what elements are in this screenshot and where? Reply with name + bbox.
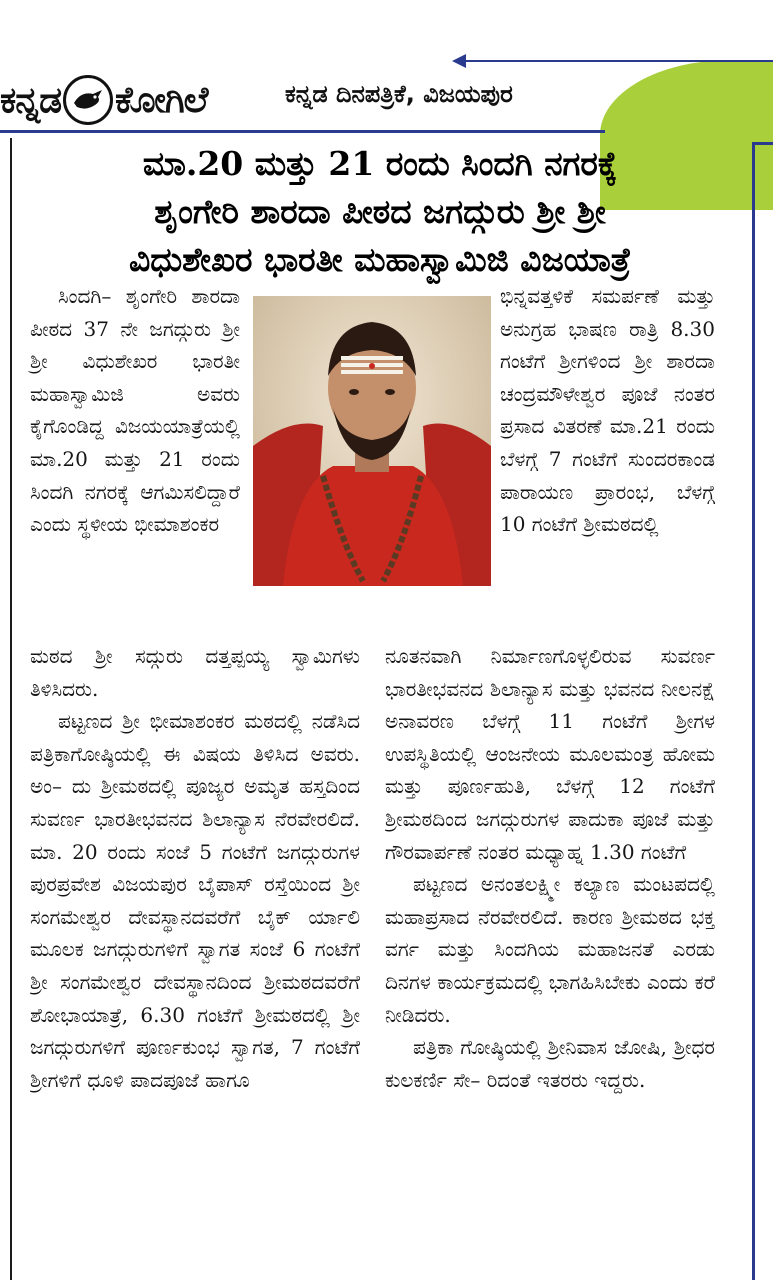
article-paragraph: ಪಟ್ಟಣದ ಶ್ರೀ ಭೀಮಾಶಂಕರ ಮಠದಲ್ಲಿ ನಡೆಸಿದ ಪತ್ರಿಕಾಗೋಷ್ಠಿಯಲ್ಲಿ ಈ ವಿಷಯ ತಿಳಿಸಿದ ಅವರು. ಅಂ– ದು ಶ್ರೀಮಠದಲ್ಲಿ ಪೂಜ್ಯರ ಅಮೃತ ಹಸ್ತದಿಂದ ಸುವರ್ಣ ಭಾರತೀಭವನದ ಶಿಲಾನ್ಯಾಸ ನೆರವೇರಲಿದೆ. ಮಾ. 20 ರಂದು ಸಂಜೆ 5 ಗಂಟೆಗೆ ಜಗದ್ಗುರುಗಳ ಪುರಪ್ರವೇಶ ವಿಜಯಪುರ ಬೈಪಾಸ್ ರಸ್ತೆಯಿಂದ ಶ್ರೀ ಸಂಗಮೇಶ್ವರ ದೇವಸ್ಥಾನದವರೆಗೆ ಬೈಕ್ ರ್ಯಾಲಿ ಮೂಲಕ ಜಗದ್ಗುರುಗಳಿಗೆ ಸ್ವಾಗತ ಸಂಜೆ 6 ಗಂಟೆಗೆ ಶ್ರೀ ಸಂಗಮೇಶ್ವರ ದೇವಸ್ಥಾನದಿಂದ ಶ್ರೀಮಠದವರೆಗೆ ಶೋಭಾಯಾತ್ರೆ, 6.30 ಗಂಟೆಗೆ ಶ್ರೀಮಠದಲ್ಲಿ ಶ್ರೀ ಜಗದ್ಗುರುಗಳಿಗೆ ಪೂರ್ಣಕುಂಭ ಸ್ವಾಗತ, 7 ಗಂಟೆಗೆ ಶ್ರೀಗಳಿಗೆ ಧೂಳಿ ಪಾದಪೂಜೆ ಹಾಗೂ bbox=[30, 709, 360, 1092]
article-column-right-narrow bbox=[500, 280, 715, 640]
right-frame-line bbox=[752, 142, 755, 1280]
newspaper-tagline: ಕನ್ನಡ ದಿನಪತ್ರಿಕೆ, ವಿಜಯಪುರ bbox=[285, 80, 513, 108]
headline-line: ಶೃಂಗೇರಿ ಶಾರದಾ ಪೀಠದ ಜಗದ್ಗುರು ಶ್ರೀ ಶ್ರೀ bbox=[154, 192, 606, 231]
article-headline bbox=[30, 140, 730, 284]
logo-text-left: ಕನ್ನಡ bbox=[0, 78, 62, 121]
logo-text-right: ಕೋಗಿಲೆ bbox=[115, 78, 208, 121]
left-frame-line bbox=[10, 138, 12, 1280]
right-frame-top bbox=[752, 142, 773, 145]
newspaper-logo bbox=[0, 72, 207, 128]
article-paragraph: ಭಿನ್ನವತ್ತಳಿಕೆ ಸಮರ್ಪಣೆ ಮತ್ತು ಅನುಗ್ರಹ ಭಾಷಣ ರಾತ್ರಿ 8.30 ಗಂಟೆಗೆ ಶ್ರೀಗಳಿಂದ ಶ್ರೀ ಶಾರದಾ ಚಂದ್ರಮೌಳೇಶ್ವರ ಪೂಜೆ ನಂತರ ಪ್ರಸಾದ ವಿತರಣೆ ಮಾ.21 ರಂದು ಬೆಳಗ್ಗೆ 7 ಗಂಟೆಗೆ ಸುಂದರಕಾಂಡ ಪಾರಾಯಣ ಪ್ರಾರಂಭ, ಬೆಳಗ್ಗೆ 10 ಗಂಟೆಗೆ ಶ್ರೀಮಠದಲ್ಲಿ bbox=[500, 284, 715, 537]
arrow-left-icon bbox=[452, 54, 466, 68]
article-column-left-wide bbox=[30, 640, 360, 1280]
article-column-right-wide bbox=[385, 640, 715, 1280]
article-column-left-narrow bbox=[30, 280, 240, 650]
article-paragraph: ಪತ್ರಿಕಾ ಗೋಷ್ಠಿಯಲ್ಲಿ ಶ್ರೀನಿವಾಸ ಜೋಷಿ, ಶ್ರೀಧರ ಕುಲಕರ್ಣಿ ಸೇ– ರಿದಂತೆ ಇತರರು ಇದ್ದರು. bbox=[385, 1035, 715, 1092]
article-paragraph: ಸಿಂದಗಿ– ಶೃಂಗೇರಿ ಶಾರದಾ ಪೀಠದ 37 ನೇ ಜಗದ್ಗುರು ಶ್ರೀ ಶ್ರೀ ವಿಧುಶೇಖರ ಭಾರತೀ ಮಹಾಸ್ವಾಮಿಜಿ ಅವರು ಕೈಗೊಂಡಿದ್ದ ವಿಜಯಯಾತ್ರೆಯಲ್ಲಿ ಮಾ.20 ಮತ್ತು 21 ರಂದು ಸಿಂದಗಿ ನಗರಕ್ಕೆ ಆಗಮಿಸಲಿದ್ದಾರೆ ಎಂದು ಸ್ಥಳೀಯ ಭೀಮಾಶಂಕರ bbox=[30, 284, 240, 537]
cuckoo-bird-logo-icon bbox=[63, 75, 113, 125]
article-paragraph: ಪಟ್ಟಣದ ಅನಂತಲಕ್ಷ್ಮೀ ಕಲ್ಯಾಣ ಮಂಟಪದಲ್ಲಿ ಮಹಾಪ್ರಸಾದ ನೆರವೇರಲಿದೆ. ಕಾರಣ ಶ್ರೀಮಠದ ಭಕ್ತ ವರ್ಗ ಮತ್ತು ಸಿಂದಗಿಯ ಮಹಾಜನತೆ ಎರಡು ದಿನಗಳ ಕಾರ್ಯಕ್ರಮದಲ್ಲಿ ಭಾಗಹಿಸಿಬೇಕು ಎಂದು ಕರೆ ನೀಡಿದರು. bbox=[385, 872, 715, 1027]
arrow-line bbox=[460, 60, 773, 62]
masthead-rule bbox=[0, 130, 605, 133]
article-paragraph: ಮಠದ ಶ್ರೀ ಸದ್ಗುರು ದತ್ತಪ್ಪಯ್ಯ ಸ್ವಾಮಿಗಳು ತಿಳಿಸಿದರು. bbox=[30, 644, 360, 701]
swamiji-photo bbox=[253, 296, 491, 586]
headline-line: ಮಾ.20 ಮತ್ತು 21 ರಂದು ಸಿಂದಗಿ ನಗರಕ್ಕೆ bbox=[142, 144, 618, 183]
article-paragraph: ನೂತನವಾಗಿ ನಿರ್ಮಾಣಗೊಳ್ಳಲಿರುವ ಸುವರ್ಣ ಭಾರತೀಭವನದ ಶಿಲಾನ್ಯಾಸ ಮತ್ತು ಭವನದ ನೀಲನಕ್ಷೆ ಅನಾವರಣ ಬೆಳಗ್ಗೆ 11 ಗಂಟೆಗೆ ಶ್ರೀಗಳ ಉಪಸ್ಥಿತಿಯಲ್ಲಿ ಆಂಜನೇಯ ಮೂಲಮಂತ್ರ ಹೋಮ ಮತ್ತು ಪೂರ್ಣಹುತಿ, ಬೆಳಗ್ಗೆ 12 ಗಂಟೆಗೆ ಶ್ರೀಮಠದಿಂದ ಜಗದ್ಗುರುಗಳ ಪಾದುಕಾ ಪೂಜೆ ಮತ್ತು ಗೌರವಾರ್ಪಣೆ ನಂತರ ಮಧ್ಯಾಹ್ನ 1.30 ಗಂಟೆಗೆ bbox=[385, 644, 715, 864]
masthead bbox=[0, 0, 773, 150]
headline-line: ವಿಧುಶೇಖರ ಭಾರತೀ ಮಹಾಸ್ವಾಮಿಜಿ ವಿಜಯಾತ್ರೆ bbox=[129, 240, 631, 279]
